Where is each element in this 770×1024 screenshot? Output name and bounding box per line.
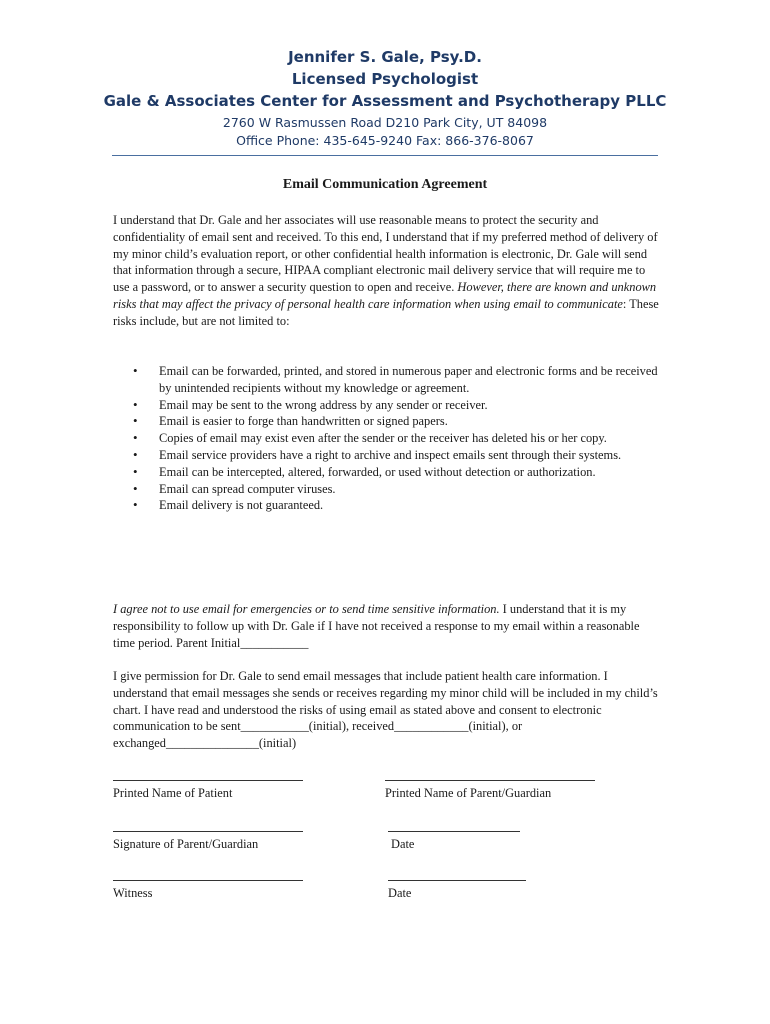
list-item: • Email can spread computer viruses. xyxy=(113,481,661,498)
intro-paragraph xyxy=(113,212,661,330)
psychologist-name: Jennifer S. Gale, Psy.D. xyxy=(288,48,482,66)
parent-name-label: Printed Name of Parent/Guardian xyxy=(385,786,552,800)
office-phone: Office Phone: 435-645-9240 Fax: 866-376-8067 xyxy=(236,133,534,148)
witness-label: Witness xyxy=(113,886,153,900)
date-line-1[interactable] xyxy=(388,831,520,832)
date-line-2[interactable] xyxy=(388,880,526,881)
office-address: 2760 W Rasmussen Road D210 Park City, UT 84098 xyxy=(222,115,548,130)
list-item: • Email can be forwarded, printed, and stored in numerous paper and electronic forms and be received by unintended recipients without my knowledge or agreement. xyxy=(113,363,661,397)
permission-paragraph: I give permission for Dr. Gale to send email messages that include patient health care information. I understand that email messages she sends or receives regarding my minor child will be included in my child’s chart. I have read and understood the risks of using email as stated above and consent to electronic communication to be sent___________(initial), received____________(initial), or exchanged_______________(initial) xyxy=(113,669,658,751)
agreement-paragraph xyxy=(113,601,661,651)
date-label-1: Date xyxy=(391,837,415,851)
intro-italic: However, there are known and unknown risks that may affect the privacy of personal health care information when using email to communicate xyxy=(113,280,657,311)
agreement-italic: I agree not to use email for emergencies or to send time sensitive information. xyxy=(113,602,500,616)
list-item: • Email may be sent to the wrong address by any sender or receiver. xyxy=(113,397,661,414)
parent-signature-label: Signature of Parent/Guardian xyxy=(113,837,259,851)
document-title: Email Communication Agreement xyxy=(282,177,488,192)
list-item: • Email service providers have a right to archive and inspect emails sent through their systems. xyxy=(113,447,661,464)
intro-text: I understand that Dr. Gale and her associates will use reasonable means to protect the security and confidentiality of email sent and received. To this end, I understand that if my preferred method of delivery of my minor child’s evaluation report, or other confidential health information is electronic, Dr. Gale will send that information through a secure, HIPAA compliant electronic mail delivery service that will require me to use a password, or to answer a security question to open and receive. xyxy=(113,213,658,295)
date-label-2: Date xyxy=(388,886,412,900)
list-item: • Email is easier to forge than handwritten or signed papers. xyxy=(113,413,661,430)
agreement-text: I understand that it is my responsibility to follow up with Dr. Gale if I have not received a response to my email within a reasonable time period. Parent Initial___________ xyxy=(113,602,640,650)
parent-signature-line[interactable] xyxy=(113,831,303,832)
patient-name-label: Printed Name of Patient xyxy=(113,786,233,800)
organization-name: Gale & Associates Center for Assessment and Psychotherapy PLLC xyxy=(103,92,667,110)
intro-tail: : These risks include, but are not limited to: xyxy=(113,296,659,328)
risk-list xyxy=(113,363,661,514)
list-item: • Copies of email may exist even after the sender or the receiver has deleted his or her copy. xyxy=(113,430,661,447)
list-item: • Email can be intercepted, altered, forwarded, or used without detection or authorization. xyxy=(113,464,661,481)
witness-line[interactable] xyxy=(113,880,303,881)
psychologist-title: Licensed Psychologist xyxy=(291,70,479,88)
list-item: • Email delivery is not guaranteed. xyxy=(113,497,661,514)
patient-name-line[interactable] xyxy=(113,780,303,781)
header-divider xyxy=(112,155,658,156)
parent-name-line[interactable] xyxy=(385,780,595,781)
